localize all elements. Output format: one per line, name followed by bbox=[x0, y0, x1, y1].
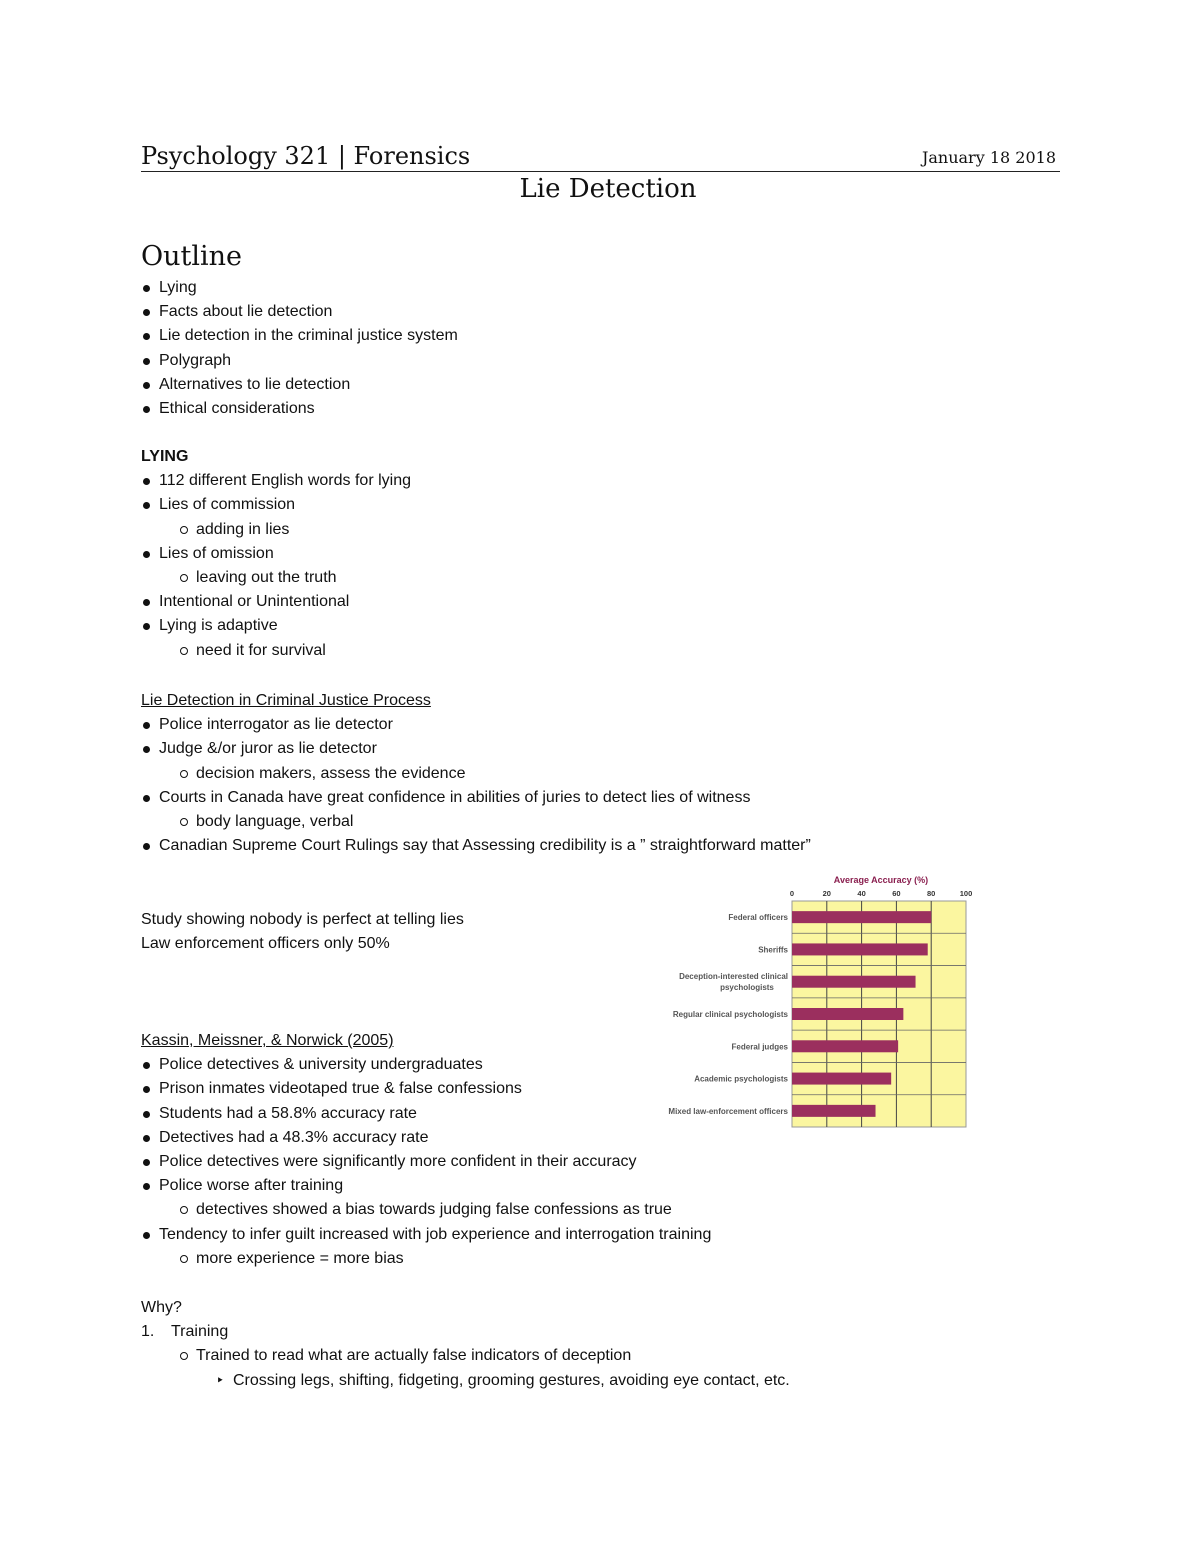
list-item: Polygraph bbox=[141, 349, 458, 373]
section-heading: LYING bbox=[141, 448, 189, 465]
category-label bbox=[728, 913, 788, 922]
list-item: Lies of omission bbox=[141, 542, 411, 566]
category-label-line: Federal officers bbox=[728, 913, 788, 923]
list-item: Police worse after training bbox=[141, 1174, 711, 1198]
list-item: Police interrogator as lie detector bbox=[141, 713, 811, 737]
list-item: Judge &/or juror as lie detector bbox=[141, 737, 811, 761]
outline-heading: Outline bbox=[141, 241, 243, 272]
category-label-line: Sheriffs bbox=[758, 945, 788, 955]
tick-label: 80 bbox=[927, 889, 936, 898]
bar bbox=[792, 1040, 898, 1052]
bar bbox=[792, 976, 916, 988]
study-note bbox=[141, 908, 464, 956]
category-label-line: Deception-interested clinical bbox=[679, 972, 788, 982]
criminal-justice-section bbox=[141, 689, 811, 858]
sub-list-item: detectives showed a bias towards judging false confessions as true bbox=[141, 1198, 711, 1222]
course-title: Psychology 321 | Forensics bbox=[141, 142, 471, 170]
tick-label: 100 bbox=[959, 889, 973, 898]
list-item: Ethical considerations bbox=[141, 397, 458, 421]
list-item: Students had a 58.8% accuracy rate bbox=[141, 1102, 711, 1126]
list-item: Intentional or Unintentional bbox=[141, 590, 411, 614]
category-label bbox=[679, 972, 788, 992]
section-heading: Why? bbox=[141, 1299, 182, 1316]
bar bbox=[792, 1008, 903, 1020]
sub-list-item: more experience = more bias bbox=[141, 1247, 711, 1271]
item-number: 1. bbox=[141, 1323, 155, 1341]
bar bbox=[792, 1105, 876, 1117]
category-label-line: Federal judges bbox=[731, 1042, 788, 1052]
document-title: Lie Detection bbox=[519, 174, 697, 204]
list-item: Lying is adaptive bbox=[141, 614, 411, 638]
list-item: Courts in Canada have great confidence in abilities of juries to detect lies of witness bbox=[141, 786, 811, 810]
list-item: Lying bbox=[141, 276, 458, 300]
study-line: Study showing nobody is perfect at telling lies bbox=[141, 911, 464, 928]
list-item: Canadian Supreme Court Rulings say that Assessing credibility is a ” straightforward matter” bbox=[141, 834, 811, 858]
list-item: Police detectives & university undergraduates bbox=[141, 1053, 711, 1077]
numbered-item bbox=[141, 1320, 790, 1344]
category-label-line: Regular clinical psychologists bbox=[672, 1010, 788, 1019]
section-heading: Kassin, Meissner, & Norwick (2005) bbox=[141, 1032, 394, 1049]
why-section bbox=[141, 1296, 790, 1393]
list-item: 112 different English words for lying bbox=[141, 469, 411, 493]
sub-list-item: Trained to read what are actually false indicators of deception bbox=[141, 1344, 790, 1368]
category-label-line: Mixed law-enforcement officers bbox=[668, 1106, 788, 1116]
section-heading: Lie Detection in Criminal Justice Process bbox=[141, 692, 431, 709]
tick-label: 0 bbox=[789, 889, 795, 898]
sub-sub-list-item: ‣ Crossing legs, shifting, fidgeting, grooming gestures, avoiding eye contact, etc. bbox=[141, 1369, 790, 1393]
list-item: Lie detection in the criminal justice system bbox=[141, 324, 458, 348]
kassin-section bbox=[141, 1029, 711, 1271]
sub-list-item: adding in lies bbox=[141, 518, 411, 542]
category-label-line: Academic psychologists bbox=[694, 1074, 788, 1084]
list-item: Tendency to infer guilt increased with job experience and interrogation training bbox=[141, 1223, 711, 1247]
sub-list-item: decision makers, assess the evidence bbox=[141, 762, 811, 786]
category-label bbox=[673, 1010, 789, 1019]
list-item: Lies of commission bbox=[141, 493, 411, 517]
bar bbox=[792, 911, 931, 923]
study-line: Law enforcement officers only 50% bbox=[141, 935, 390, 953]
sub-list-item: body language, verbal bbox=[141, 810, 811, 834]
document-date: January 18 2018 bbox=[921, 148, 1056, 167]
sub-list-item: leaving out the truth bbox=[141, 566, 411, 590]
category-label-line: psychologists bbox=[720, 983, 774, 993]
list-item: Detectives had a 48.3% accuracy rate bbox=[141, 1126, 711, 1150]
category-label bbox=[732, 1042, 789, 1051]
item-label: Training bbox=[171, 1323, 229, 1341]
list-item: Facts about lie detection bbox=[141, 300, 458, 324]
sub-list-item: need it for survival bbox=[141, 639, 411, 663]
bar bbox=[792, 943, 928, 955]
outline-list bbox=[141, 276, 458, 421]
tick-label: 40 bbox=[857, 889, 866, 898]
page-header bbox=[141, 142, 1060, 172]
category-label bbox=[758, 945, 788, 954]
tick-label: 60 bbox=[892, 889, 901, 898]
bar bbox=[792, 1073, 891, 1085]
chart-title: Average Accuracy (%) bbox=[833, 875, 929, 885]
list-item: Police detectives were significantly more confident in their accuracy bbox=[141, 1150, 711, 1174]
list-item: Prison inmates videotaped true & false confessions bbox=[141, 1077, 711, 1101]
lying-section bbox=[141, 445, 411, 663]
tick-label: 20 bbox=[822, 889, 831, 898]
list-item: Alternatives to lie detection bbox=[141, 373, 458, 397]
